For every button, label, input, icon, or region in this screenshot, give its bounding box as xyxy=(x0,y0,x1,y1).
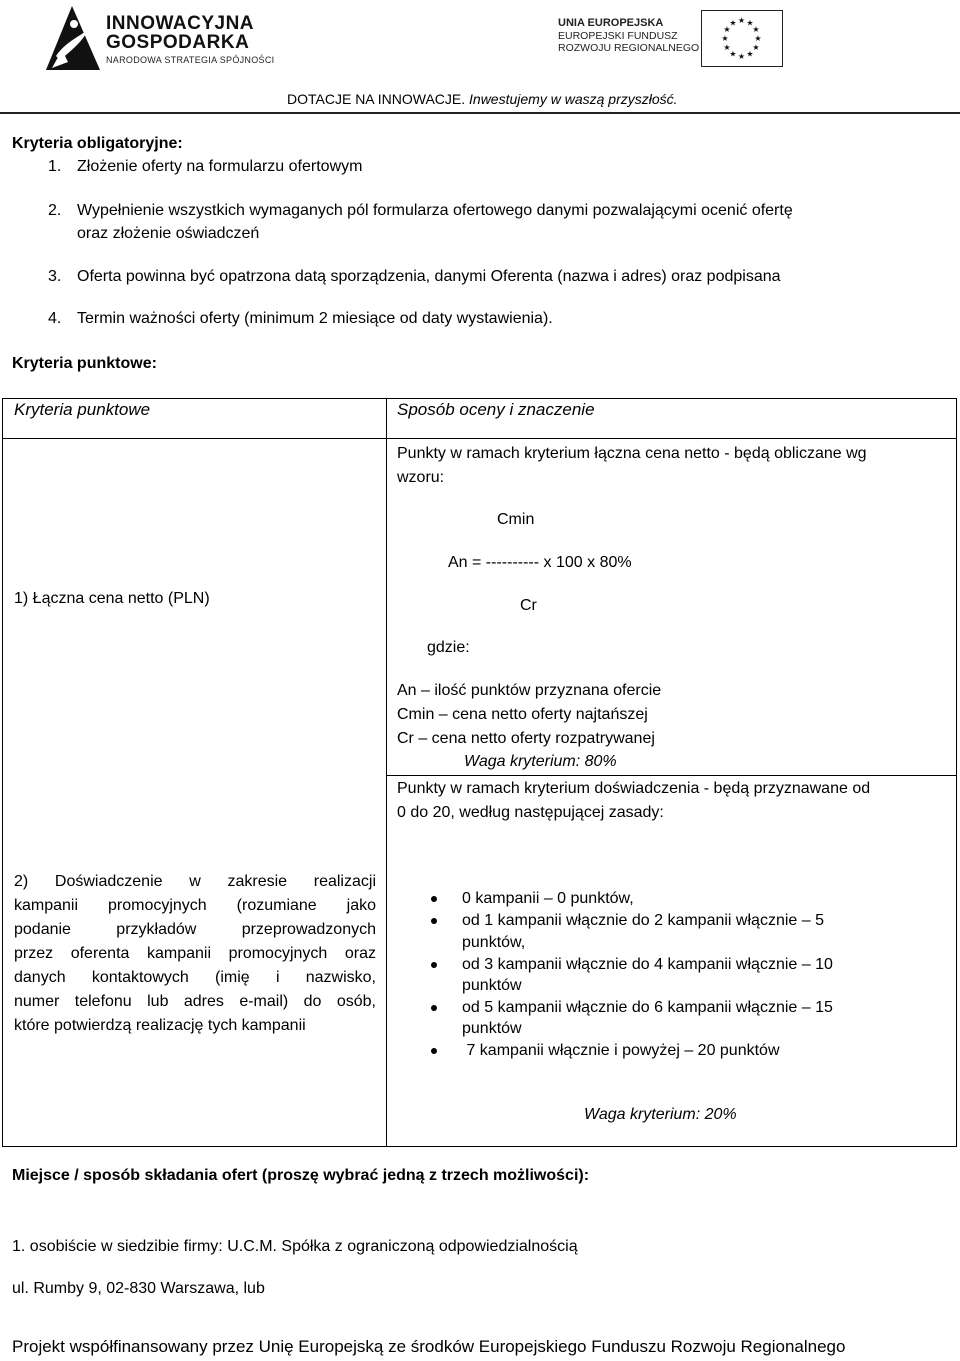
svg-text:★: ★ xyxy=(729,49,737,59)
obligatory-item-1-text: Złożenie oferty na formularzu ofertowym xyxy=(77,158,363,175)
row2-criterion-line: kampanii promocyjnych (rozumiane jako xyxy=(14,897,376,914)
tagline-italic: Inwestujemy w waszą przyszłość. xyxy=(469,91,678,107)
row2-intro-line-1: Punkty w ramach kryterium doświadczenia - będą przyznawane od xyxy=(397,780,871,797)
table-border-row1 xyxy=(386,775,957,776)
definition-an: An – ilość punktów przyznana ofercie xyxy=(397,682,662,699)
eu-line-1: UNIA EUROPEJSKA xyxy=(558,17,664,29)
formula-denominator: Cr xyxy=(520,597,537,614)
formula-main: An = ---------- x 100 x 80% xyxy=(448,554,632,571)
row2-criterion-line: numer telefonu lub adres e-mail) do osób, xyxy=(14,993,376,1010)
page-footer: Projekt współfinansowany przez Unię Europejską ze środków Europejskiego Funduszu Rozwoju Regionalnego xyxy=(12,1337,846,1356)
formula-numerator: Cmin xyxy=(497,511,535,528)
table-border-top xyxy=(2,398,957,399)
svg-text:★: ★ xyxy=(746,49,754,59)
eu-line-2: EUROPEJSKI FUNDUSZ xyxy=(558,29,678,42)
row2-criterion-line: 2) Doświadczenie w zakresie realizacji xyxy=(14,873,376,890)
table-border-bottom xyxy=(2,1146,957,1147)
submission-option-1: 1. osobiście w siedzibie firmy: U.C.M. Spółka z ograniczoną odpowiedzialnością xyxy=(12,1238,578,1255)
scoring-item: od 3 kampanii włącznie do 4 kampanii włącznie – 10 xyxy=(462,956,833,973)
table-border-header xyxy=(2,438,957,439)
logo-emblem-icon xyxy=(42,4,104,74)
table-border-right xyxy=(956,398,957,1147)
points-heading: Kryteria punktowe: xyxy=(12,355,157,372)
submission-address: ul. Rumby 9, 02-830 Warszawa, lub xyxy=(12,1280,265,1297)
row1-intro-line-1: Punkty w ramach kryterium łączna cena netto - będą obliczane wg xyxy=(397,445,867,462)
definition-cmin: Cmin – cena netto oferty najtańszej xyxy=(397,706,648,723)
obligatory-item-2-text: Wypełnienie wszystkich wymaganych pól formularza ofertowego danymi pozwalającymi ocenić ofertę xyxy=(77,202,793,219)
svg-text:★: ★ xyxy=(754,34,762,43)
obligatory-item-3-text: Oferta powinna być opatrzona datą sporządzenia, danymi Oferenta (nazwa i adres) oraz podpisana xyxy=(77,268,781,285)
logo-line-3: NARODOWA STRATEGIA SPÓJNOŚCI xyxy=(106,55,275,65)
svg-text:★: ★ xyxy=(752,43,760,52)
bullet-icon xyxy=(431,918,437,924)
header-tagline xyxy=(287,91,678,107)
row2-criterion-line: danych kontaktowych (imię i nazwisko, xyxy=(14,969,376,986)
eu-logo-text xyxy=(558,17,699,54)
bullet-icon xyxy=(431,1005,437,1011)
logo-line-2: GOSPODARKA xyxy=(106,32,250,53)
obligatory-item-4-text: Termin ważności oferty (minimum 2 miesiące od daty wystawienia). xyxy=(77,310,553,327)
obligatory-item-1-num: 1. xyxy=(48,158,62,175)
innowacyjna-gospodarka-logo xyxy=(42,4,282,76)
submission-heading: Miejsce / sposób składania ofert (proszę wybrać jedną z trzech możliwości): xyxy=(12,1167,590,1184)
scoring-item-cont: punktów xyxy=(462,1020,522,1037)
scoring-item: 7 kampanii włącznie i powyżej – 20 punktów xyxy=(462,1042,780,1059)
obligatory-heading: Kryteria obligatoryjne: xyxy=(12,135,183,152)
bullet-icon xyxy=(431,962,437,968)
eu-flag-icon xyxy=(701,10,783,67)
table-border-mid xyxy=(386,398,387,1147)
svg-text:★: ★ xyxy=(737,16,746,25)
row2-criterion-line: przez oferenta kampanii promocyjnych oraz xyxy=(14,945,376,962)
row2-intro-line-2: 0 do 20, według następującej zasady: xyxy=(397,804,664,821)
tagline-plain: DOTACJE NA INNOWACJE. xyxy=(287,91,466,107)
bullet-icon xyxy=(431,1048,437,1054)
scoring-item: 0 kampanii – 0 punktów, xyxy=(462,890,634,907)
row1-weight: Waga kryterium: 80% xyxy=(464,753,617,770)
svg-text:★: ★ xyxy=(752,25,760,34)
row2-criterion-line: które potwierdzą realizację tych kampanii xyxy=(14,1017,306,1034)
scoring-item: od 1 kampanii włącznie do 2 kampanii włącznie – 5 xyxy=(462,912,824,929)
row2-criterion-line: podanie przykładów przeprowadzonych xyxy=(14,921,376,938)
obligatory-item-2-num: 2. xyxy=(48,202,62,219)
svg-text:★: ★ xyxy=(723,43,731,52)
row1-criterion: 1) Łączna cena netto (PLN) xyxy=(14,590,210,607)
svg-text:★: ★ xyxy=(737,52,746,61)
row2-weight: Waga kryterium: 20% xyxy=(584,1106,737,1123)
svg-text:★: ★ xyxy=(723,25,731,34)
scoring-item: od 5 kampanii włącznie do 6 kampanii włącznie – 15 xyxy=(462,999,833,1016)
obligatory-item-4-num: 4. xyxy=(48,310,62,327)
definition-cr: Cr – cena netto oferty rozpatrywanej xyxy=(397,730,655,747)
bullet-icon xyxy=(431,896,437,902)
header-divider xyxy=(0,112,960,114)
obligatory-item-2-text-cont: oraz złożenie oświadczeń xyxy=(77,225,260,242)
table-header-criteria: Kryteria punktowe xyxy=(14,400,151,419)
table-border-left xyxy=(2,398,3,1147)
formula-where: gdzie: xyxy=(427,639,470,656)
logo-line-1: INNOWACYJNA xyxy=(106,13,255,34)
scoring-item-cont: punktów, xyxy=(462,934,526,951)
eu-line-3: ROZWOJU REGIONALNEGO xyxy=(558,41,700,54)
row2-criterion xyxy=(14,870,376,1038)
scoring-item-cont: punktów xyxy=(462,977,522,994)
obligatory-item-3-num: 3. xyxy=(48,268,62,285)
row1-intro-line-2: wzoru: xyxy=(397,469,445,486)
svg-text:★: ★ xyxy=(729,18,737,28)
svg-text:★: ★ xyxy=(746,18,754,28)
svg-text:★: ★ xyxy=(721,34,729,43)
table-header-method: Sposób oceny i znaczenie xyxy=(397,400,595,419)
